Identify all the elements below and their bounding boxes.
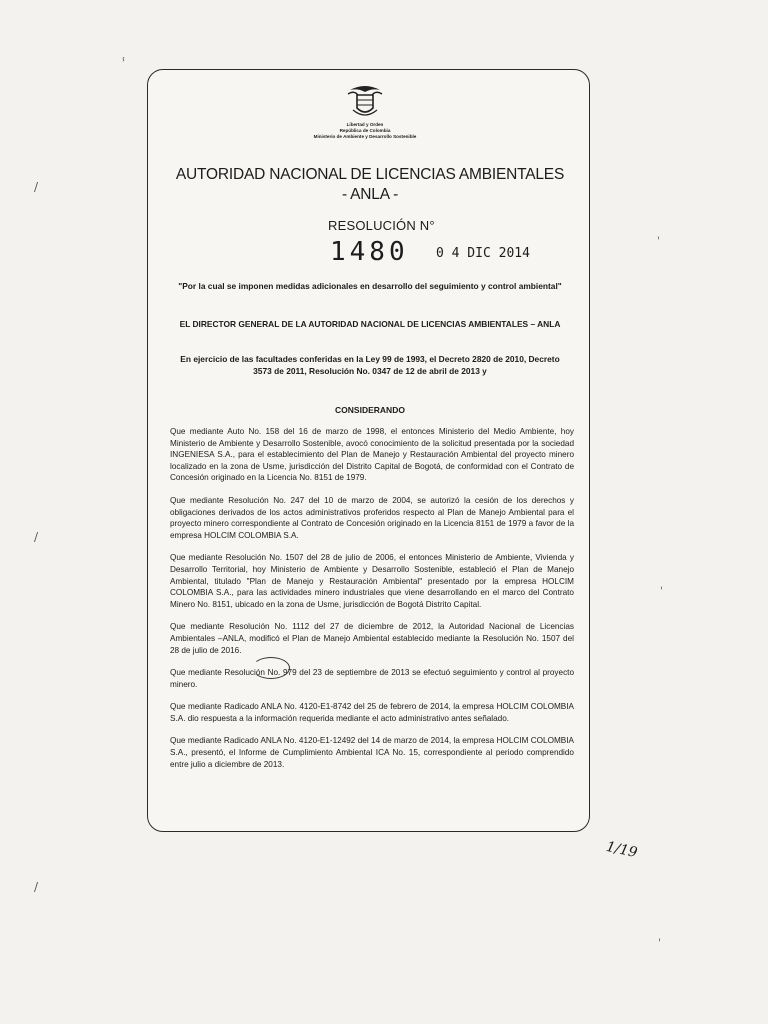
country-motto: Libertad y Orden (346, 122, 384, 127)
page-number: 1/19 (604, 838, 639, 862)
scan-mark: / (34, 180, 39, 194)
director-heading: EL DIRECTOR GENERAL DE LA AUTORIDAD NACIONAL DE LICENCIAS AMBIENTALES – ANLA (179, 319, 561, 329)
considering-paragraph: Que mediante Radicado ANLA No. 4120-E1-12492 del 14 de marzo de 2014, la empresa HOLCIM COLOMBIA S.A., presentó, el Informe de Cumplimiento Ambiental ICA No. 15, correspondiente al periodo comprendido entre julio a diciembre de 2013. (170, 736, 574, 769)
resolution-subject: "Por la cual se imponen medidas adicionales en desarrollo del seguimiento y control ambiental" (178, 281, 562, 291)
resolution-number: 1480 (330, 237, 409, 267)
considering-paragraph: Que mediante Resolución No. 247 del 10 de marzo de 2004, se autorizó la cesión de los derechos y obligaciones derivados de los actos administrativos proferidos respecto al Plan de Manejo Ambiental para el proyecto minero correspondiente al Contrato de Concesión originado en la Licencia 8151 de 1979 a favor de la empresa HOLCIM COLOMBIA S.A. (170, 495, 574, 540)
considering-paragraph: Que mediante Resolución No. 979 del 23 de septiembre de 2013 se efectuó seguimiento y control al proyecto minero. (170, 668, 574, 689)
scan-mark: / (34, 880, 39, 894)
powers-statement: En ejercicio de las facultades conferidas en la Ley 99 de 1993, el Decreto 2820 de 2010, Decreto 3573 de 2011, Resolución No. 0347 de 12 de abril de 2013 y (180, 354, 560, 376)
scan-mark: ⸯ (120, 58, 127, 72)
resolution-label: RESOLUCIÓN N° (328, 218, 435, 233)
coat-of-arms-icon (344, 80, 386, 122)
scan-mark: ' (660, 586, 663, 597)
agency-acronym: - ANLA - (341, 186, 399, 203)
scan-mark: / (34, 530, 39, 544)
considering-paragraphs (170, 426, 574, 781)
scan-mark: ' (658, 938, 661, 949)
considering-paragraph: Que mediante Radicado ANLA No. 4120-E1-8742 del 25 de febrero de 2014, la empresa HOLCIM COLOMBIA S.A. dio respuesta a la información requerida mediante el acto administrativo antes señalado. (170, 702, 574, 723)
considering-paragraph: Que mediante Resolución No. 1507 del 28 de julio de 2006, el entonces Ministerio de Ambiente, Vivienda y Desarrollo Territorial, hoy Ministerio de Ambiente y Desarrollo Sostenible, estableció el Plan de Manejo Ambiental, titulado "Plan de Manejo y Restauración Ambiental" presentado por la empresa HOLCIM COLOMBIA S.A., para las actividades minero industriales que viene desarrollando en el marco del Contrato Minero No. 8151, ubicado en la zona de Usme, jurisdicción de Bogotá Distrito Capital. (170, 553, 574, 609)
considering-paragraph: Que mediante Auto No. 158 del 16 de marzo de 1998, el entonces Ministerio del Medio Ambiente, hoy Ministerio de Ambiente y Desarrollo Sostenible, avocó conocimiento de la solicitud presentada por la sociedad INGENIESA S.A., para el establecimiento del Plan de Manejo y Restauración Ambiental del proyecto minero localizado en la zona de Usme, jurisdicción del Distrito Capital de Bogotá, de conformidad con el Contrato de Concesión originado en la Licencia No. 8151 de 1979. (170, 427, 574, 483)
scan-mark: ' (657, 236, 660, 247)
agency-title (170, 165, 570, 205)
government-header (300, 122, 430, 140)
considering-paragraph: Que mediante Resolución No. 1112 del 27 de diciembre de 2012, la Autoridad Nacional de Licencias Ambientales –ANLA, modificó el Plan de Manejo Ambiental establecido mediante la Resolución No. 1507 del 28 de julio de 2016. (170, 622, 574, 655)
resolution-date: 0 4 DIC 2014 (436, 246, 530, 261)
considering-heading: CONSIDERANDO (335, 405, 405, 415)
country-name: República de Colombia (339, 128, 391, 133)
ministry-name: Ministerio de Ambiente y Desarrollo Sostenible (313, 134, 417, 139)
agency-name: AUTORIDAD NACIONAL DE LICENCIAS AMBIENTALES (175, 166, 565, 183)
handwritten-circle-mark (252, 657, 290, 679)
